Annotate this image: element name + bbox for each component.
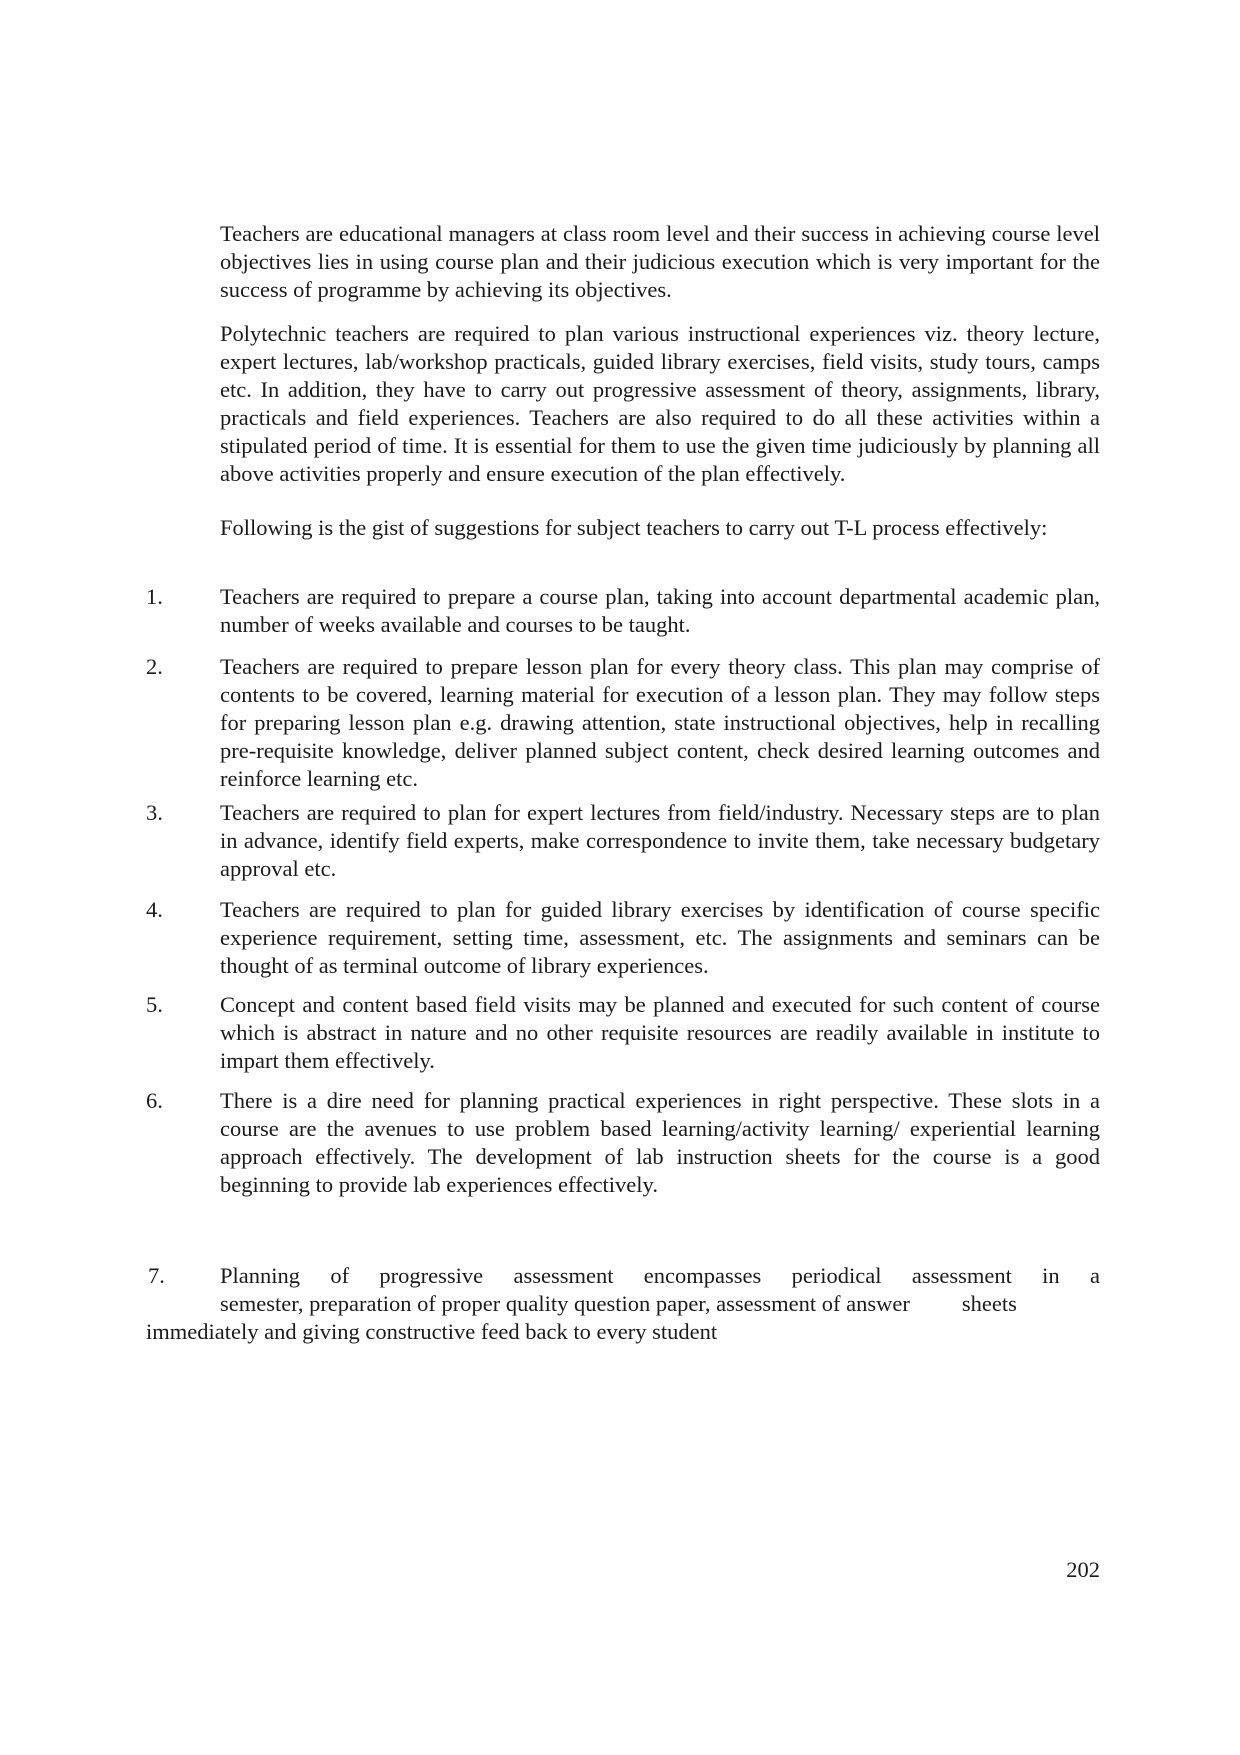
page-number: 202 <box>1066 1557 1100 1582</box>
intro-paragraph-3: Following is the gist of suggestions for subject teachers to carry out T-L process effectively: <box>220 515 1048 540</box>
intro-paragraph-2: Polytechnic teachers are required to plan various instructional experiences viz. theory lecture, expert lectures, lab/workshop practicals, guided library exercises, field visits, study tours, camps etc. In addition, they have to carry out progressive assessment of theory, assignments, library, practicals and field experiences. Teachers are also required to do all these activities within a stipulated period of time. It is essential for them to use the given time judiciously by planning all above activities properly and ensure execution of the plan effectively. <box>220 321 1100 486</box>
list-item-text: Teachers are required to plan for expert lectures from field/industry. Necessary steps are to plan in advance, identify field experts, make correspondence to invite them, take necessary budgetary approval etc. <box>220 800 1100 881</box>
list-item-7-line-1: Planning of progressive assessment encompasses periodical assessment in a <box>220 1263 1100 1288</box>
list-item-number: 1. <box>146 584 163 609</box>
list-item-number: 7. <box>148 1263 165 1288</box>
list-item-7-line-3: immediately and giving constructive feed back to every student <box>146 1319 718 1344</box>
list-item-number: 2. <box>146 654 163 679</box>
list-item-number: 6. <box>146 1088 163 1113</box>
list-item-number: 4. <box>146 897 163 922</box>
list-item-7-line-2 <box>220 1290 1100 1318</box>
list-item-text: Concept and content based field visits may be planned and executed for such content of course which is abstract in nature and no other requisite resources are readily available in institute to impart them effectively. <box>220 992 1100 1073</box>
list-item-7-line-2-end: sheets <box>961 1291 1017 1316</box>
list-item-number: 3. <box>146 800 163 825</box>
list-item-text: Teachers are required to plan for guided library exercises by identification of course specific experience requirement, setting time, assessment, etc. The assignments and seminars can be thought of as terminal outcome of library experiences. <box>220 897 1100 978</box>
intro-paragraph-1: Teachers are educational managers at class room level and their success in achieving course level objectives lies in using course plan and their judicious execution which is very important for the success of programme by achieving its objectives. <box>220 221 1100 302</box>
list-item-number: 5. <box>146 992 163 1017</box>
list-item-text: There is a dire need for planning practical experiences in right perspective. These slots in a course are the avenues to use problem based learning/activity learning/ experiential learning approach effectively. The development of lab instruction sheets for the course is a good beginning to provide lab experiences effectively. <box>220 1088 1100 1197</box>
list-item-text: Teachers are required to prepare lesson plan for every theory class. This plan may comprise of contents to be covered, learning material for execution of a lesson plan. They may follow steps for preparing lesson plan e.g. drawing attention, state instructional objectives, help in recalling pre-requisite knowledge, deliver planned subject content, check desired learning outcomes and reinforce learning etc. <box>220 654 1100 791</box>
list-item-7-line-2-text: semester, preparation of proper quality question paper, assessment of answer <box>220 1291 910 1316</box>
list-item-text: Teachers are required to prepare a course plan, taking into account departmental academic plan, number of weeks available and courses to be taught. <box>220 584 1100 637</box>
